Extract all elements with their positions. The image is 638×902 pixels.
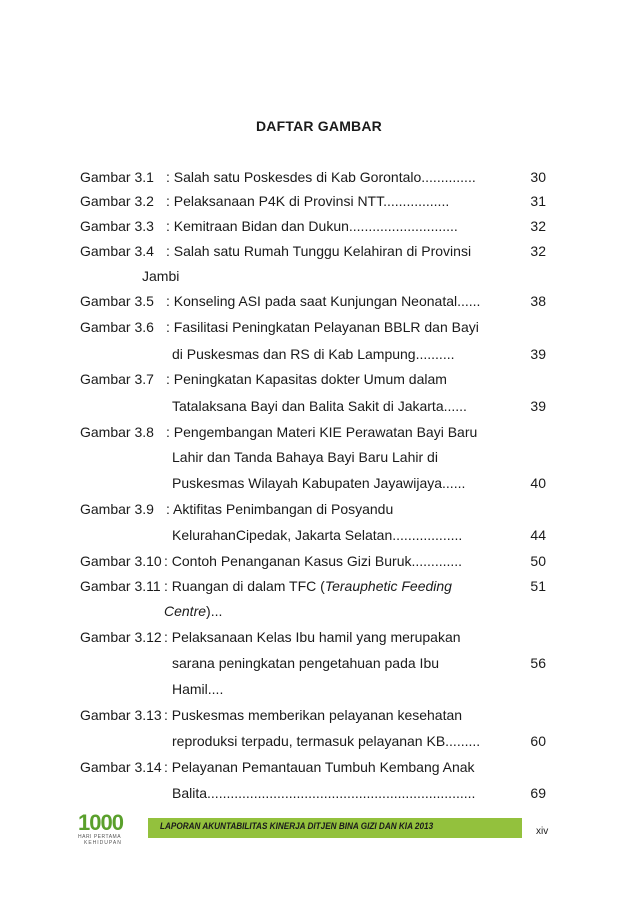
- entry-label: Gambar 3.12: [80, 629, 162, 645]
- entry-caption-cont: Hamil....: [172, 681, 224, 697]
- entry-caption-cont: di Puskesmas dan RS di Kab Lampung..........: [172, 346, 455, 362]
- entry-page: 50: [530, 553, 546, 569]
- entry-label: Gambar 3.13: [80, 707, 162, 723]
- logo-line2: KEHIDUPAN: [84, 840, 122, 846]
- logo-line1: HARI PERTAMA: [78, 834, 122, 840]
- entry-label: Gambar 3.6: [80, 319, 154, 335]
- entry-label: Gambar 3.3: [80, 218, 154, 234]
- entry-page: 60: [530, 733, 546, 749]
- entry-label: Gambar 3.10: [80, 553, 162, 569]
- entry-page: 44: [530, 527, 546, 543]
- entry-caption-cont: Centre)...: [164, 603, 223, 619]
- entry-caption-cont: Lahir dan Tanda Bahaya Bayi Baru Lahir di: [172, 449, 438, 465]
- entry-caption-cont: Balita.....................................................................: [172, 785, 476, 801]
- entry-caption-cont: reproduksi terpadu, termasuk pelayanan KB.........: [172, 733, 481, 749]
- entry-label: Gambar 3.1: [80, 169, 154, 185]
- entry-caption: : Peningkatan Kapasitas dokter Umum dalam: [166, 371, 447, 387]
- entry-caption: : Fasilitasi Peningkatan Pelayanan BBLR dan Bayi: [166, 319, 479, 335]
- entry-caption: : Aktifitas Penimbangan di Posyandu: [166, 501, 394, 517]
- entry-caption: : Kemitraan Bidan dan Dukun............................: [166, 218, 458, 234]
- entry-label: Gambar 3.11: [80, 578, 161, 594]
- entry-caption: : Pengembangan Materi KIE Perawatan Bayi Baru: [166, 424, 478, 440]
- entry-caption: : Pelaksanaan P4K di Provinsi NTT.................: [166, 193, 450, 209]
- entry-page: 32: [530, 243, 546, 259]
- entry-caption: : Pelaksanaan Kelas Ibu hamil yang merupakan: [164, 629, 461, 645]
- entry-caption: : Salah satu Rumah Tunggu Kelahiran di Provinsi: [166, 243, 472, 259]
- entry-caption: : Puskesmas memberikan pelayanan kesehatan: [164, 707, 463, 723]
- entry-caption-cont: Tatalaksana Bayi dan Balita Sakit di Jakarta......: [172, 398, 467, 414]
- entry-label: Gambar 3.4: [80, 243, 154, 259]
- entry-caption-cont: Puskesmas Wilayah Kabupaten Jayawijaya......: [172, 475, 466, 491]
- report-title: LAPORAN AKUNTABILITAS KINERJA DITJEN BINA GIZI DAN KIA 2013: [160, 821, 434, 832]
- entry-label: Gambar 3.9: [80, 501, 154, 517]
- entry-page: 30: [530, 169, 546, 185]
- entry-page: 39: [530, 398, 546, 414]
- entry-label: Gambar 3.5: [80, 293, 154, 309]
- entry-page: 38: [530, 293, 546, 309]
- entry-page: 32: [530, 218, 546, 234]
- entry-page: 51: [530, 578, 546, 594]
- entry-caption: : Contoh Penanganan Kasus Gizi Buruk.............: [164, 553, 463, 569]
- entry-label: Gambar 3.2: [80, 193, 154, 209]
- entry-caption-cont: sarana peningkatan pengetahuan pada Ibu: [172, 655, 440, 671]
- logo-number: 1000: [78, 810, 123, 835]
- entry-caption: : Salah satu Poskesdes di Kab Gorontalo..............: [166, 169, 476, 185]
- entry-caption-cont: KelurahanCipedak, Jakarta Selatan..................: [172, 527, 463, 543]
- logo-1000-hari: [78, 812, 148, 846]
- entry-caption: : Konseling ASI pada saat Kunjungan Neonatal......: [166, 293, 481, 309]
- entry-caption: : Ruangan di dalam TFC (Terauphetic Feeding: [164, 578, 452, 594]
- entry-page: 69: [530, 785, 546, 801]
- entry-page: 31: [530, 193, 546, 209]
- entry-page: 56: [530, 655, 546, 671]
- entry-caption: : Pelayanan Pemantauan Tumbuh Kembang Anak: [164, 759, 475, 775]
- entry-label: Gambar 3.7: [80, 371, 154, 387]
- page-number: xiv: [536, 826, 549, 837]
- entry-page: 39: [530, 346, 546, 362]
- entry-label: Gambar 3.14: [80, 759, 162, 775]
- entry-caption-cont: Jambi: [142, 268, 180, 284]
- page-title: DAFTAR GAMBAR: [256, 118, 382, 134]
- entry-page: 40: [530, 475, 546, 491]
- entry-label: Gambar 3.8: [80, 424, 154, 440]
